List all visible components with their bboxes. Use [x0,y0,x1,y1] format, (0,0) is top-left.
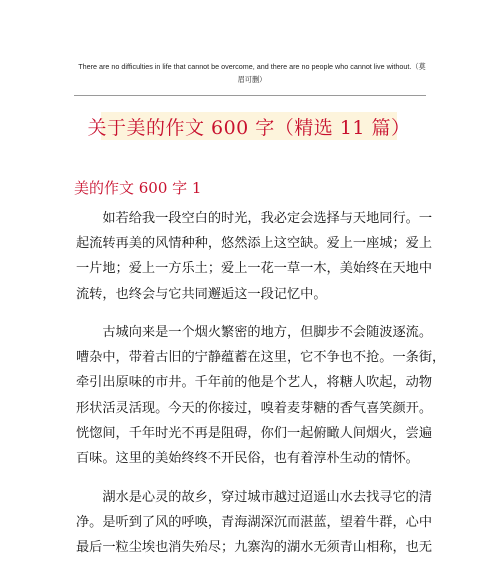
header-divider [74,95,426,96]
paragraph-line: 如若给我一段空白的时光，我必定会选择与天地同行。一 [76,211,433,226]
header-quote [74,60,430,86]
paragraph-line: 最后一粒尘埃也消失殆尽；九寨沟的湖水无须青山相称，也无 [76,540,433,555]
paragraph-line: 古城向来是一个烟火繁密的地方，但脚步不会随波逐流。 [76,325,433,340]
section-heading: 美的作文 600 字 1 [74,179,202,197]
paragraph-line: 净。是听到了风的呼唤，青海湖深沉而湛蓝，望着牛群，心中 [76,515,433,530]
paragraph-line: 流转，也终会与它共同邂逅这一段记忆中。 [76,287,327,302]
paragraph-line: 一片地；爱上一方乐土；爱上一花一草一木，美始终在天地中 [76,261,433,276]
paragraph-line: 湖水是心灵的故乡，穿过城市越过迢遥山水去找寻它的清 [76,490,433,505]
paragraph-line: 恍惚间，千年时光不再是阻碍，你们一起俯瞰人间烟火，尝遍 [76,426,433,441]
paragraph-line: 百味。这里的美始终终不开民俗，也有着淳朴生动的情怀。 [76,451,419,466]
paragraph-line: 嘈杂中，带着古旧的宁静蕴蓄在这里，它不争也不抢。一条街， [76,350,446,365]
paragraph-line: 牵引出原味的市井。千年前的他是个艺人，将糖人吹起，动物 [76,375,433,390]
paragraph-line: 起流转再美的风情种种，悠然添上这空缺。爱上一座城；爱上 [76,236,433,251]
page-title: 关于美的作文 600 字（精选 11 篇） [87,116,411,139]
header-quote-line-2: 眉可删） [237,75,267,84]
header-quote-line-1: There are no difficulties in life that cannot be overcome, and there are no people who cannot live without.（莫 [78,62,426,71]
title-banner [87,112,411,140]
paragraph-line: 形状活灵活现。今天的你接过，嗅着麦芽糖的香气喜笑颜开。 [76,401,433,416]
